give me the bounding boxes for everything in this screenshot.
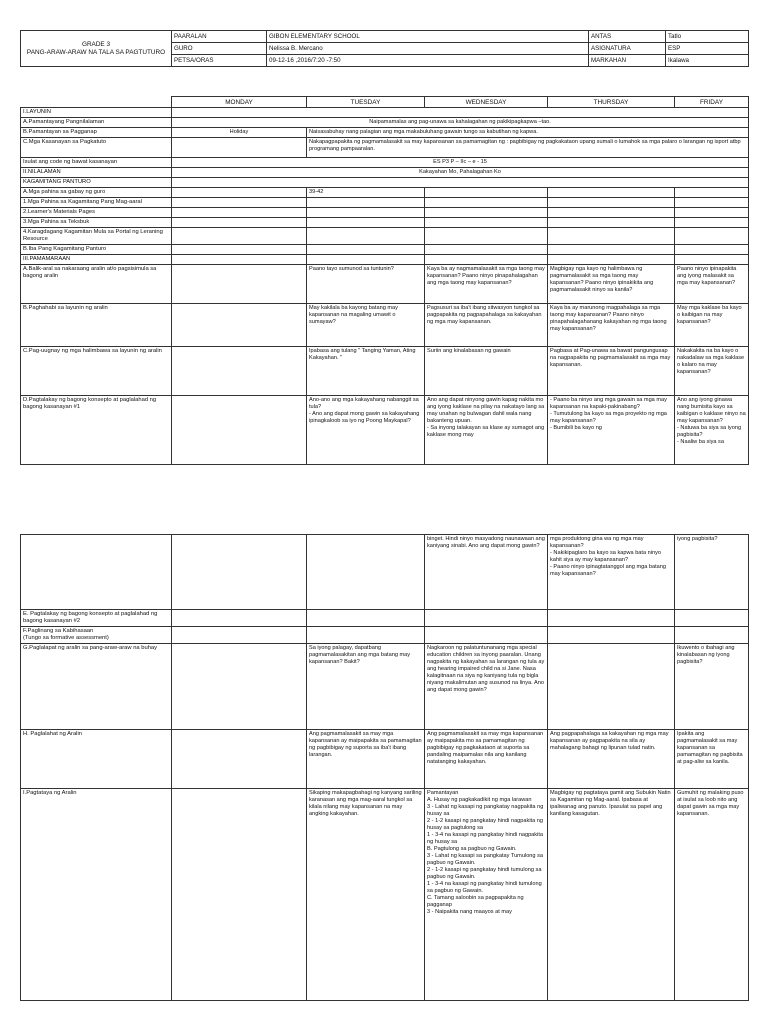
pamamaraan-label: III.PAMAMARAAN [21, 255, 172, 265]
day-friday: FRIDAY [675, 97, 749, 108]
day-wednesday: WEDNESDAY [425, 97, 548, 108]
pagtalakay-1-friday-cont: iyong pagbisita? [675, 535, 749, 610]
pagtalakay-1-tuesday: Ano-ano ang mga kakayahang nabanggit sa tula? - Ano ang dapat mong gawin sa kakayahang ipinagkaloob sa iyo ng Poong Maykapal? [307, 396, 425, 465]
paglalapat-label: G.Paglalapat ng aralin sa pang-araw-araw na buhay [21, 644, 172, 730]
pagtataya-thursday: Magbigay ng pagtataya gamit ang Subukin Natin sa Kagamitan ng Mag-aaral. Ipabasa at ipaliwanag ang panuto. Ipasulat sa papel ang kanilang kasagutan. [548, 789, 675, 1001]
code-label: Isulat ang code ng bawat kasanayan [21, 158, 172, 168]
paghahabi-wednesday: Pagsusuri sa iba't ibang sitwasyon tungkol sa pagpapakita ng pagpapahalaga sa kakayahan ng mga may kapansanan. [425, 304, 548, 347]
nilalaman-value: Kakayahan Mo, Pahalagahan Ko [172, 168, 749, 178]
pagtataya-label: I.Pagtataya ng Aralin [21, 789, 172, 1001]
balik-aral-thursday: Magbigay nga kayo ng halimbawa ng pagmamalasakit sa mga taong may kapansanan? Paano ninyo ipinakikita ang pagmamalasakit ninyo sa kanila? [548, 265, 675, 304]
day-thursday: THURSDAY [548, 97, 675, 108]
pagtalakay-1-friday: Ano ang iyong ginawa nang bumisita kayo sa kaibigan o kaklase ninyo na may kapansanan? - Natuwa ba siya sa iyong pagbisita? - Naaliw ba siya sa [675, 396, 749, 465]
kagamitan-label: KAGAMITANG PANTURO [21, 178, 172, 188]
balik-aral-tuesday: Paano tayo sumunod sa tuntunin? [307, 265, 425, 304]
day-tuesday: TUESDAY [307, 97, 425, 108]
pagtalakay-2-label: E. Pagtalakay ng bagong konsepto at paglalahad ng bagong kasanayan #2 [21, 610, 172, 627]
guro-label: GURO [172, 43, 267, 55]
pag-uugnay-thursday: Pagbasa at Pag-unawa sa bawat pangungusap na nagpapakita ng pagmamalasakit sa mga may kapansanan. [548, 347, 675, 396]
balik-aral-label: A.Balik-aral sa nakaraang aralin at/o pagsisimula sa bagong aralin [21, 265, 172, 304]
pamantayang-label: A.Pamantayang Pangnilalaman [21, 118, 172, 128]
pag-uugnay-wednesday: Suriin ang kinalabasan ng gawain [425, 347, 548, 396]
antas-value: Tatlo [666, 31, 749, 43]
ibapa-label: B.Iba Pang Kagamitang Panturo [21, 245, 172, 255]
form-title: GRADE 3 PANG-ARAW-ARAW NA TALA SA PAGTUTURO [21, 31, 172, 67]
k3-label: 3.Mga Pahina sa Teksbuk [21, 218, 172, 228]
petsa-label: PETSA/ORAS [172, 55, 267, 67]
layunin-label: I.LAYUNIN [21, 108, 172, 118]
pagtalakay-1-wednesday: Ano ang dapat ninyong gawin kapag nakita mo ang iyong kaklase na pilay na nakatayo lang sa may unahan ng bulwagan dahil wala nang bakanteng upuan. - Sa inyong talakayan sa klase ay sumagot ang kaklase mong may [425, 396, 548, 465]
paaralan-label: PAARALAN [172, 31, 267, 43]
nilalaman-label: II.NILALAMAN [21, 168, 172, 178]
lesson-plan-table-page1 [20, 96, 749, 465]
pag-uugnay-label: C.Pag-uugnay ng mga halimbawa sa layunin ng aralin [21, 347, 172, 396]
k2-label: 2.Learner's Materials Pages [21, 208, 172, 218]
paglalahat-tuesday: Ang pagmamalasakit sa may mga kapansanan ay maipapakita sa pamamagitan ng pagbibigay ng suporta sa iba't ibang larangan. [307, 730, 425, 789]
markahan-label: MARKAHAN [589, 55, 666, 67]
balik-aral-friday: Paano ninyo ipinapakita ang iyong malasakit sa mga may kapansanan? [675, 265, 749, 304]
gabay-label: A.Mga pahina sa gabay ng guro [21, 188, 172, 198]
gabay-value: 39-42 [307, 188, 425, 198]
day-monday: MONDAY [172, 97, 307, 108]
paglalahat-thursday: Ang pagpapahalaga sa kakayahan ng mga may kapansanan ay pagpapakita na sila ay mahalagang bahagi ng lipunan tulad natin. [548, 730, 675, 789]
k1-label: 1.Mga Pahina sa Kagamitang Pang Mag-aaral [21, 198, 172, 208]
paglalahat-label: H. Paglalahat ng Aralin [21, 730, 172, 789]
petsa-value: 09-12-16 ,2016/7:20 -7:50 [267, 55, 589, 67]
pagtataya-tuesday: Sikaping makapagbahagi ng kanyang sariling karanasan ang mga mag-aaral tungkol sa kilala nilang may kapansanan na may angking kakayahan. [307, 789, 425, 1001]
pagtalakay-1-label: D.Pagtalakay ng bagong konsepto at paglalahad ng bagong kasanayan #1 [21, 396, 172, 465]
pamantayan-label: B.Pamantayan sa Pagganap [21, 128, 172, 138]
paglalapat-wednesday: Nagkaroon ng palatuntunanang mga special education children sa inyong paaralan. Unang nagpakita ng kakayahan sa larangan ng tula ay ang hearing impaired child na si Jane. Nasa kalagitnaan na siya ng kaniyang tula ng bigla niyang makalimutan ang susunod na linya. Ano ang dapat mong gawin? [425, 644, 548, 730]
paghahabi-label: B.Paghahabi sa layunin ng aralin [21, 304, 172, 347]
asignatura-label: ASIGNATURA [589, 43, 666, 55]
kasanayan-label: C.Mga Kasanayan sa Pagkatuto [21, 138, 172, 158]
paglalahat-wednesday: Ang pagmamalasakit sa may mga kapansanan ay maipapakita mo sa pamamagitan ng pagbibigay ng pagkakataon at suporta sa pandaling maipamalas nila ang kanilang natatanging kakayahan. [425, 730, 548, 789]
paglalapat-tuesday: Sa iyong palagay, dapatbang pagmamalasakitan ang mga batang may kapansanan? Bakit? [307, 644, 425, 730]
code-value: ES P3 P – IIc – e - 15 [172, 158, 749, 168]
k4-label: 4.Karagdagang Kagamitan Mula sa Portal ng Leraning Resource [21, 228, 172, 245]
pagtalakay-1-wednesday-cont: binget. Hindi ninyo masyadong naunawaan ang kaniyang sinabi. Ano ang dapat mong gawin? [425, 535, 548, 610]
lesson-plan-table-page2 [20, 534, 749, 1001]
balik-aral-wednesday: Kaya ba ay nagmamalasakit sa mga taong may kapansanan? Paano ninyo pinapahalagahan ang mga taong may kapansanan? [425, 265, 548, 304]
pagtataya-friday: Gumuhit ng malaking puso at isulat sa loob nito ang dapat gawin sa mga may kapansanan. [675, 789, 749, 1001]
asignatura-value: ESP [666, 43, 749, 55]
kasanayan-value: Nakapagpapakita ng pagmamalasakit sa may kapansanan sa pamamagitan ng : pagbibigay ng pagkakataon upang sumali o lumahok sa mga palaro o larangan ng isport atbp programang pampaaralan. [307, 138, 749, 158]
pamantayan-value: Naisasabuhay nang palagian ang mga makabuluhang gawain tungo sa kabutihan ng kapwa. [307, 128, 749, 138]
paglalahat-friday: Ipakita ang pagmamalasakit sa may kapansanan sa pamamagitan ng pagbisita at pag-aliw sa kanila. [675, 730, 749, 789]
paghahabi-friday: May mga kaklase ba kayo o kaibigan na may kapansanan? [675, 304, 749, 347]
markahan-value: Ikalawa [666, 55, 749, 67]
pagtalakay-1-thursday: - Paano ba ninyo ang mga gawain sa mga may kapansanan na kapaki-pakinabang? - Tumutulong ba kayo sa mga proyekto ng mga may kapansanan? - Bumibili ba kayo ng [548, 396, 675, 465]
monday-holiday: Holiday [172, 128, 307, 138]
paaralan-value: GIBON ELEMENTARY SCHOOL [267, 31, 589, 43]
header-table [20, 30, 749, 67]
paglinang-label: F.Paglinang sa Kabihasaan (Tungo sa formative assessment) [21, 627, 172, 644]
pag-uugnay-friday: Nakakakita na ba kayo o nakadalaw sa mga kaklase o kalaro na may kapansanan? [675, 347, 749, 396]
guro-value: Nelissa B. Mercano [267, 43, 589, 55]
pagtataya-wednesday: Pamantayan A. Husay ng pagkakadikit ng mga larawan 3 - Lahat ng kasapi ng pangkatay nagpakita ng husay sa 2 - 1-2 kasapi ng pangkatay hindi nagpakita ng husay sa pagtulong sa 1 - 3-4 na kasapi ng pangkatay hindi nagpakita ng husay sa B. Pagtulong sa pagbuo ng Gawain. 3 - Lahat ng kasapi sa pangkatay Tumulong sa pagbuo ng Gawain. 2 - 1-2 kasapi ng pangkatay hindi tumulong sa pagbuo ng Gawain. 1 - 3-4 na kasapi ng pangkatay hindi tumulong sa pagbuo ng Gawain. C. Tamang saloobin sa pagpapakita ng pagganap 3 - Naipakita nang maayos at may [425, 789, 548, 1001]
antas-label: ANTAS [589, 31, 666, 43]
pagtalakay-1-thursday-cont: mga produktong gina wa ng mga may kapansanan? - Nakikipaglaro ba kayo sa kapwa bata ninyo kahit siya ay may kapansanan? - Paano ninyo ipinagtatanggol ang mga batang may kapansanan? [548, 535, 675, 610]
pag-uugnay-tuesday: Ipabasa ang tulang " Tanging Yaman, Ating Kakayahan. " [307, 347, 425, 396]
paghahabi-thursday: Kaya ba ay marunong magpahalaga sa mga taong may kapansanan? Paano ninyo pinapahalagahanang kakayahan ng mga taong may kapansanan? [548, 304, 675, 347]
paglalapat-friday: Ikuwento o ibahagi ang kinalabasan ng iyong pagbisita? [675, 644, 749, 730]
paghahabi-tuesday: May kakilala ba kayong batang may kapansanan na magaling umawit o sumayaw? [307, 304, 425, 347]
pamantayang-value: Naipamamalas ang pag-unawa sa kahalagahan ng pakikipagkapwa –tao. [172, 118, 749, 128]
